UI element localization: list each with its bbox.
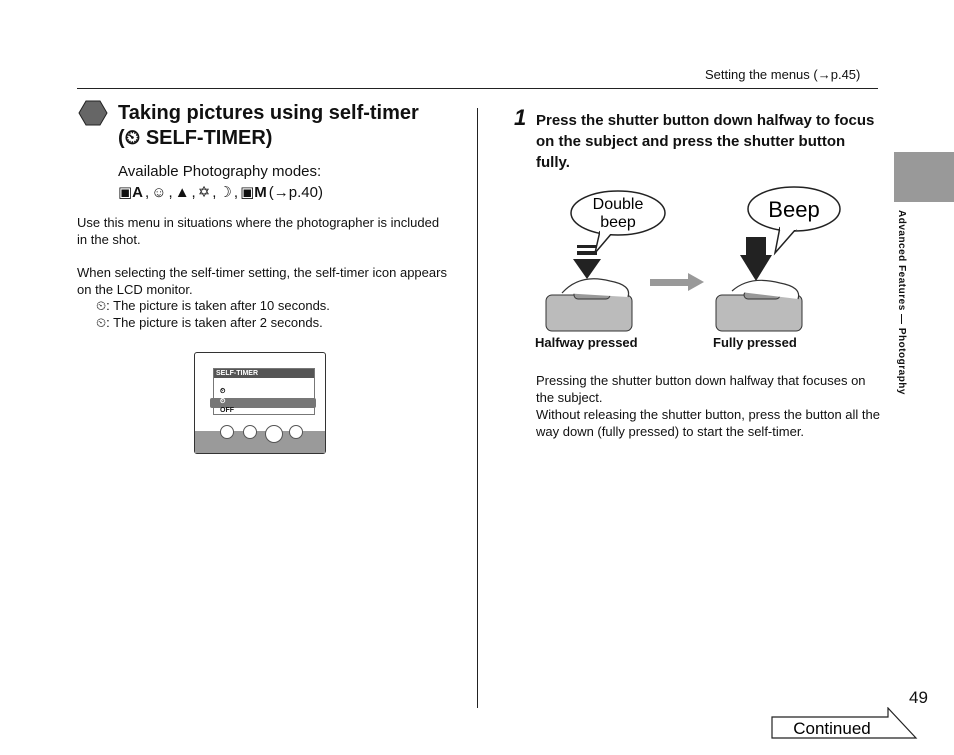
selection-paragraph: When selecting the self-timer setting, the self-timer icon appears on the LCD monitor.: [77, 265, 447, 297]
timer-10s-note: ⏲: The picture is taken after 10 seconds.: [96, 298, 330, 313]
shutter-press-illustration: [540, 185, 860, 335]
mode-icon-portrait: ☺: [151, 183, 167, 201]
svg-text:beep: beep: [600, 214, 636, 231]
step-instruction: Press the shutter button down halfway to focus on the subject and press the shutter button fully.: [536, 112, 875, 171]
right-paragraph: Pressing the shutter button down halfway that focuses on the subject. Without releasing the shutter button, press the button all the way down (fully pressed) to start the self-timer.: [536, 373, 880, 439]
lcd-item-10s: ⏲: [220, 388, 226, 395]
flash-icon: [243, 425, 257, 439]
mode-icon-manual: ▣M: [240, 184, 267, 201]
camera-icon: [220, 425, 234, 439]
mode-icon-auto: ▣A: [118, 184, 144, 201]
full-press-arrow-icon: [740, 237, 772, 281]
grid-icon: [289, 425, 303, 439]
modes-label: Available Photography modes:: [118, 163, 322, 180]
header-reference-link: Setting the menus (→p.45): [705, 67, 861, 82]
modes-page-reference: (→p.40): [268, 183, 323, 201]
camera-top-left: [546, 279, 632, 331]
step-number: 1: [514, 105, 527, 130]
self-timer-icon: [265, 425, 283, 443]
camera-top-right: [716, 280, 802, 331]
mode-icon-night: ☽: [218, 184, 232, 201]
section-title-line2: (⏲ SELF-TIMER): [118, 127, 273, 149]
hexagon-bullet-icon: [78, 100, 108, 126]
modes-list: ▣A , ☺ , ▲ , ✡ , ☽ , ▣M (→p.40): [118, 183, 323, 201]
side-section-label: Advanced Features — Photography: [896, 210, 907, 395]
lcd-menu-title: SELF-TIMER: [214, 369, 314, 378]
svg-text:Double: Double: [592, 196, 644, 213]
svg-text:Beep: Beep: [768, 197, 820, 222]
lcd-item-off: OFF: [220, 407, 234, 414]
mode-icon-landscape: ▲: [174, 183, 190, 201]
section-title-line1: Taking pictures using self-timer: [118, 102, 419, 124]
caption-halfway-pressed: Halfway pressed: [535, 335, 638, 350]
continued-tab[interactable]: [770, 707, 920, 741]
lcd-item-2s: ⏲: [220, 398, 226, 405]
page-number: 49: [909, 688, 928, 707]
transition-arrow-icon: [650, 273, 704, 291]
continued-label: Continued: [793, 719, 871, 738]
lcd-screen-illustration: [194, 352, 326, 454]
speech-bubble-double-beep: [571, 191, 665, 253]
timer-2s-note: ⏲: The picture is taken after 2 seconds.: [96, 315, 323, 330]
caption-fully-pressed: Fully pressed: [713, 335, 797, 350]
column-divider: [477, 108, 478, 708]
mode-icon-sport: ✡: [197, 184, 211, 201]
header-divider: [77, 88, 878, 89]
section-title: [118, 101, 458, 151]
lcd-bottom-bar: [195, 431, 325, 453]
lcd-menu-box: [213, 368, 315, 415]
intro-paragraph: Use this menu in situations where the photographer is included in the shot.: [77, 215, 440, 247]
section-tab-marker: [894, 152, 954, 202]
